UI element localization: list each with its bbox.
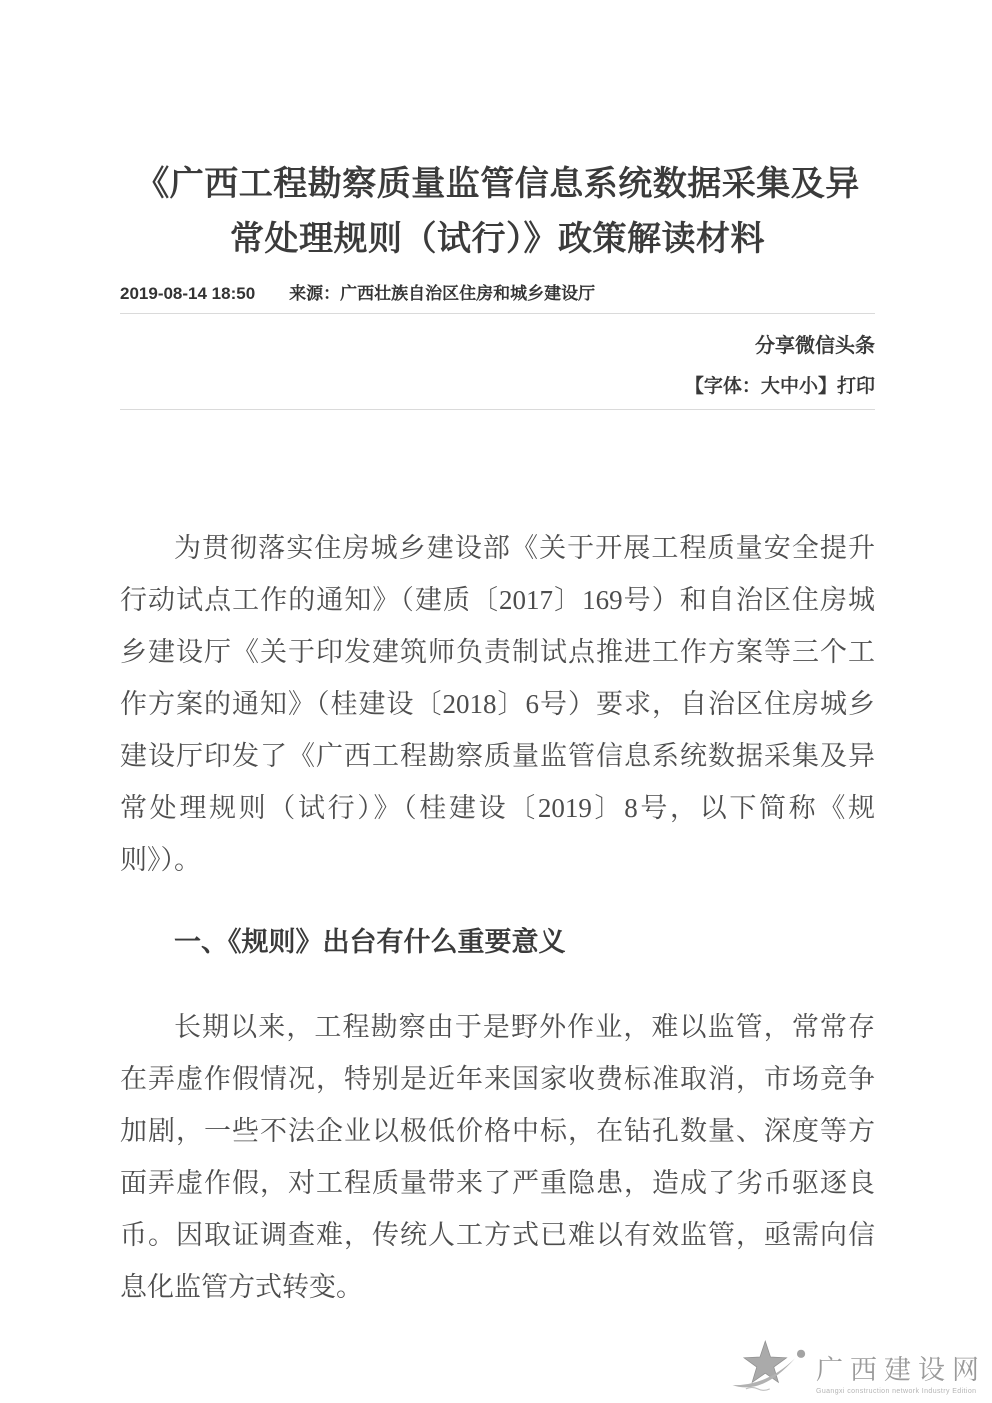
font-size-row [120,371,875,410]
source-line [289,279,595,304]
article-body [120,522,875,1313]
share-toutiao-link[interactable]: 头条 [835,335,875,358]
share-label: 分享 [755,335,795,358]
paragraph: 长期以来，工程勘察由于是野外作业，难以监管，常常存在弄虚作假情况，特别是近年来国家收费标准取消，市场竞争加剧，一些不法企业以极低价格中标，在钻孔数量、深度等方面弄虚作假，对工程质量带来了严重隐患，造成了劣币驱逐良币。因取证调查难，传统人工方式已难以有效监管，亟需向信息化监管方式转变。 [120,1012,875,1303]
publish-datetime: 2019-08-14 18:50 [120,284,256,304]
font-size-suffix: 】 [817,376,837,398]
section-heading: 一、《规则》出台有什么重要意义 [174,927,566,958]
source-name: 广西壮族自治区住房和城乡建设厅 [340,284,596,304]
font-size-medium-button[interactable]: 中 [779,376,799,398]
article-container [0,157,992,1313]
star-swoosh-icon [728,1337,810,1399]
source-label: 来源： [289,284,341,304]
paragraph: 为贯彻落实住房城乡建设部《关于开展工程质量安全提升行动试点工作的通知》（建质〔2017〕169号）和自治区住房城乡建设厅《关于印发建筑师负责制试点推进工作方案等三个工作方案的通知》（桂建设〔2018〕6号）要求，自治区住房城乡建设厅印发了《广西工程勘察质量监管信息系统数据采集及异常处理规则（试行）》（桂建设〔2019〕8号，以下简称《规则》）。 [120,533,875,876]
logo-text-column [816,1356,986,1399]
site-logo [728,1337,986,1399]
font-size-small-button[interactable]: 小 [798,376,818,398]
logo-site-name: 广西建设网 [816,1355,986,1386]
logo-subtitle: Guangxi construction network Industry Edition [816,1388,977,1395]
font-size-prefix: 【字体： [684,376,761,398]
page-title: 《广西工程勘察质量监管信息系统数据采集及异常处理规则（试行）》政策解读材料 [135,165,860,259]
print-button[interactable]: 打印 [836,376,875,398]
font-size-large-button[interactable]: 大 [760,376,780,398]
meta-row [120,279,875,314]
share-wechat-link[interactable]: 微信 [795,335,835,358]
share-row [120,329,875,358]
